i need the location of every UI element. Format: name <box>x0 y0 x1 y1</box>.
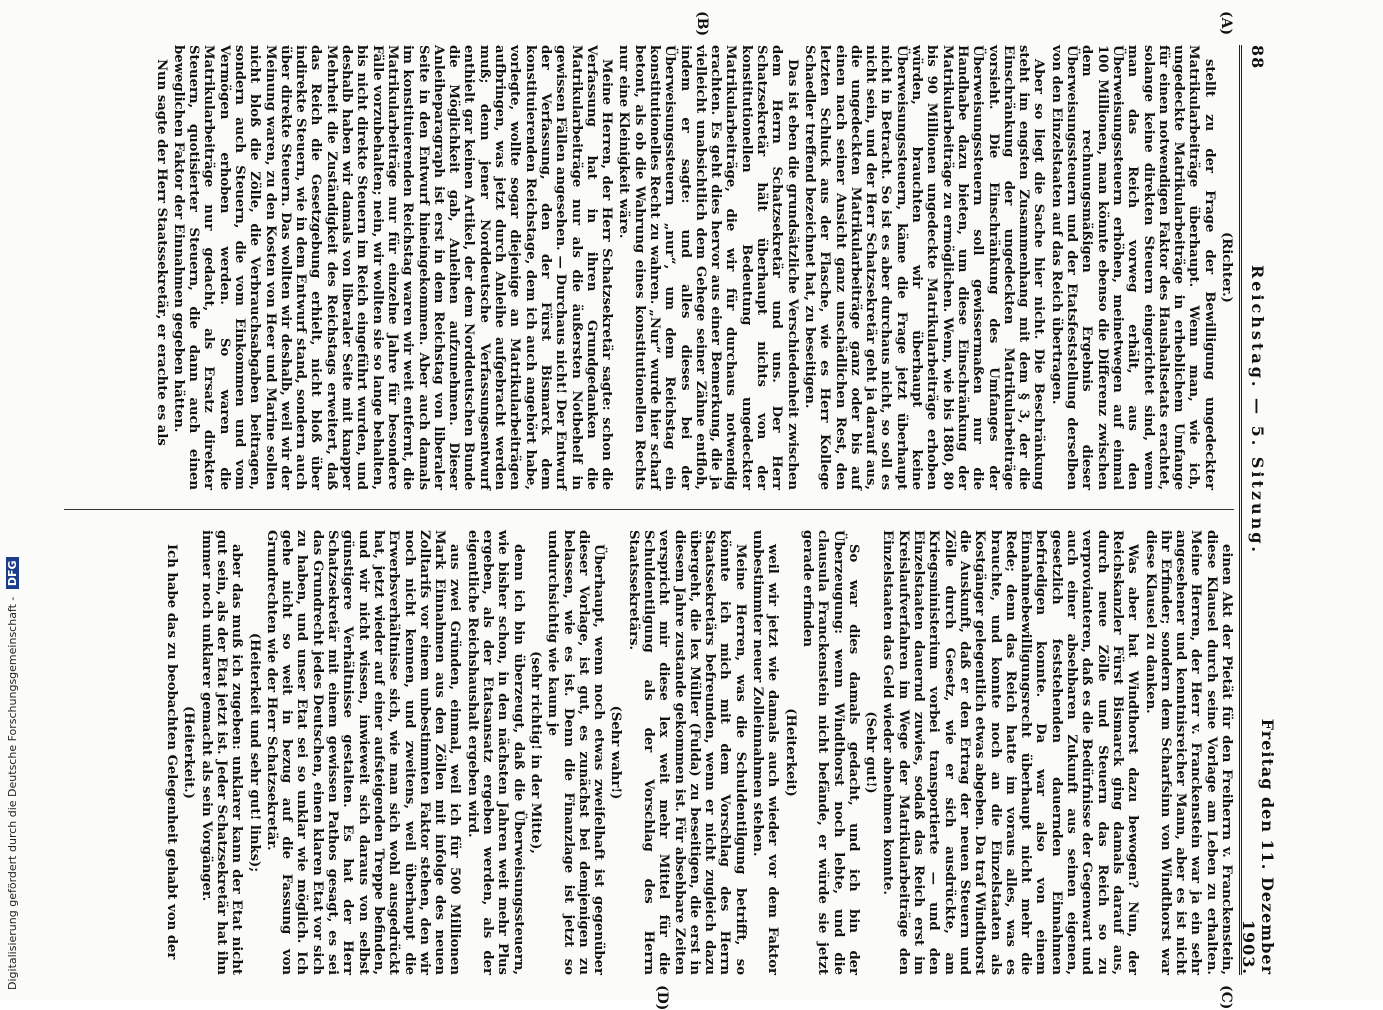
paragraph: (sehr richtig! in der Mitte), <box>527 651 543 854</box>
paragraph: denn ich bin überzeugt, daß die Überweisungssteuern, wie bisher schon, in den nächsten Jahren weit mehr Plus ergeben, als der Etatsansatz ergeben werden, als der eigentliche Reichshaushalt ergeben wird. <box>464 530 526 975</box>
column-divider <box>64 509 1234 510</box>
paragraph: Meine Herren, was die Schuldentilgung betrifft, so könnte ich mich mit dem Vorschlag des Herrn Staatssekretärs befreunden, wenn er nicht zugleich dazu übergeht, die lex Müller (Fulda) zu beseitigen, die erst in diesem Jahre zustande gekommen ist. Für absehbare Zeiten verspricht mir diese lex weit mehr Mittel für die Schuldentilgung als der Vorschlag des Herrn Staatssekretärs. <box>625 530 748 975</box>
page-header <box>1239 45 1277 975</box>
dfg-logo: DFG <box>6 557 19 589</box>
paragraph: einen Akt der Pietät für den Freiherrn v. Franckenstein, diese Klausel durch seine Vorlage am Leben zu erhalten. Meine Herren, der Herr v. Franckenstein war ja ein sehr angesehener und kenntnisreicher Mann, aber es ist nicht ihr Erfinder; sondern dem Scharfsinn von Windthorst war diese Klausel zu danken. <box>1142 530 1234 975</box>
paragraph: aber das muß ich zugeben: unklarer kann der Etat nicht gut sein, als der Etat jetzt ist. Jeder Schatzsekretär hat ihn immer noch unklarer gemacht als sein Vorgänger. <box>198 530 245 975</box>
paragraph: Aber so liegt die Sache hier nicht. Die Beschränkung steht im engsten Zusammenhang mit dem § 3, der die Einschränkung der ungedeckten Matrikularbeiträge vorsieht. Die Einschränkung des Umfanges der Überweisungssteuern soll gewissermaßen nur die Handhabe dazu bieten, um diese Einschränkung der Matrikularbeiträge zu ermöglichen. Wenn, wie bis 1880, 80 bis 90 Millionen ungedeckte Matrikularbeiträge erhoben würden, brauchten wir überhaupt keine Überweisungssteuern, käme die Frage jetzt überhaupt nicht in Betracht. So ist es aber durchaus nicht, so soll es nicht sein, und der Herr Schatzsekretär geht ja darauf aus, die ungedeckten Matrikularbeiträge ganz oder bis auf einen nach seiner Ansicht ganz unschädlichen Rest, den letzten Schluck aus der Flasche, wie es Herr Kollege Schaedler treffend bezeichnet hat, zu beseitigen. <box>801 45 1047 490</box>
paragraph: (Richter.) <box>1219 232 1234 303</box>
paragraph: Das ist eben die grundsätzliche Verschiedenheit zwischen dem Herrn Schatzsekretär und uns. Der Herr Schatzsekretär hält überhaupt nichts von der konstitutionellen Bedeutung ungedeckter Matrikularbeiträge, die wir für durchaus notwendig erachten. Es geht dies hervor aus einer Bemerkung, die ja vielleicht unabsichtlich dem Gehege seiner Zähne entfloh, indem er sagte: und alles dieses bei der Überweisungssteuern „nur“, um dem Reichstag ein konstitutionelles Recht zu wahren. „Nur“ wurde hier scharf betont, als ob die Wahrung eines konstitutionellen Rechts nur eine Kleinigkeit wäre. <box>616 45 800 490</box>
right-column <box>162 530 1234 975</box>
paragraph: (Sehr gut!) <box>863 711 879 794</box>
paragraph: Überhaupt, wenn noch etwas zweifelhaft ist gegenüber dieser Vorlage, ist gut, es zunächst bei demjenigen zu belassen, wie es ist. Denn die Finanzlage ist jetzt so undurchsichtig wie kaum je <box>545 530 607 975</box>
paragraph: weil wir jetzt wie damals auch wieder vor dem Faktor unbestimmter neuer Zolleinnahmen stehen. <box>750 530 781 975</box>
paragraph: Was aber hat Windthorst dazu bewogen? Nun, der Reichskanzler Fürst Bismarck ging damals darauf aus, durch neue Zölle und Steuern das Reich so zu verprovianteren, daß es die Bedürfnisse der Gegenwart und auch einer absehbaren Zukunft aus seinen eigenen, gesetzlich feststehenden dauernden Einnahmen befriedigen konnte. Da war also von einem Einnahmebewilligungsrecht überhaupt nicht mehr die Rede; denn das Reich hatte im voraus alles, was es brauchte, und konnte noch an die Einzelstaaten als Kostgänger gelegentlich etwas abgeben. Da traf Windthorst die Auskunft, daß er den Ertrag der neuen Steuern und Zölle durch Gesetz, wie er sich ausdrückte, am Kriegsministerium vorbei transportierte — und den Einzelstaaten dauernd zuwies, sodaß das Reich erst im Kreislaufverfahren im Wege der Matrikularbeiträge den Einzelstaaten das Geld wieder abnehmen konnte. <box>880 530 1141 975</box>
digitization-credit <box>6 557 19 990</box>
paragraph: aus zwei Gründen, einmal, weil ich für 500 Millionen Mark Einnahmen aus den Zöllen mit infolge des neuen Zolltarifs vor einem unbestimmten Faktor stehen, den wir noch nicht kennen, und zweitens, weil überhaupt die Erwerbsverhältnisse sich, wie man sich wohl ausgedrückt hat, jetzt wieder auf einer aufsteigenden Treppe befinden, und wir nicht wissen, inwieweit sich daraus von selbst günstigere Verhältnisse gestalten. Es hat der Herr Schatzsekretär mit einem gewissen Pathos gesagt, es sei das Grundrecht jedes Deutschen, einen klaren Etat vor sich zu haben, und unser Etat sei so unklar wie möglich. Ich gehe nicht so weit in bezug auf die Fassung von Grundrechten wie der Herr Schatzsekretär. <box>263 530 463 975</box>
header-rule <box>1239 45 1242 975</box>
page-title: Reichstag. — 5. Sitzung. <box>1248 265 1268 555</box>
paragraph: So war dies damals gedacht, und ich bin der Überzeugung: wenn Windthorst noch lebte, und die clausula Franckenstein nicht befände, er würde sie jetzt gerade erfinden <box>799 530 861 975</box>
paragraph: Nun sagte der Herr Staatssekretär, er erachte es als <box>153 59 169 446</box>
margin-marker-d: (D) <box>654 985 670 1010</box>
paragraph: (Heiterkeit und sehr gut! links); <box>246 632 262 873</box>
paragraph: Ich habe das zu beobachten Gelegenheit gehabt von der <box>164 544 180 960</box>
paragraph: Meine Herren, der Herr Schatzsekretär sagte: schon die Verfassung hat in ihren Grundgedanken die Matrikularbeiträge nur als die äußersten Notbehelf in gewissen Fällen angesehen. — Durchaus nicht! Der Entwurf der Verfassung, den der Fürst Bismarck dem konstituierenden Reichstage, dem ich auch angehört habe, vorlegte, wollte sogar diejenige an Matrikularbeiträgen aufbringen, was jetzt durch Anleihe aufgebracht werden muß; denn jener Norddeutsche Verfassungsentwurf enthielt gar keinen Artikel, der dem Norddeutschen Bunde die Möglichkeit gab, Anleihen aufzunehmen. Dieser Anleiheparagraph ist erst in dem Reichstag von liberaler Seite in den Entwurf hineingekommen. Aber auch damals im konstituierenden Reichstag waren wir weit entfernt, die Matrikularbeiträge nur für einzelne Jahre für besondere Fälle vorzubehalten; nein, wir wollten sie so lange behalten, bis nicht direkte Steuern im Reich eingeführt wurden, und deshalb haben wir damals von liberaler Seite mit knapper Mehrheit die Zuständigkeit des Reichstags erweitert, daß das Reich die Gesetzgebung erhielt, nicht bloß über indirekte Steuern, wie in dem Entwurf stand, sondern auch über direkte Steuern. Das wollten wir deshalb, weil wir der Meinung waren, zu den Kosten von Heer und Marine sollen nicht bloß die Zölle, die Verbrauchsabgaben beitragen, sondern auch Steuern, die vom Einkommen und vom Vermögen erhoben werden. So waren die Matrikularbeiträge nur gedacht, als Ersatz direkter Steuern, quotisierter Steuern, die dann auch einen beweglichen Faktor der Einnahmen gegeben hätten. <box>170 45 615 490</box>
session-date: Freitag den 11. Dezember 1903. <box>1239 718 1277 975</box>
paragraph: (Sehr wahr!) <box>608 705 624 800</box>
margin-marker-c: (C) <box>1218 985 1234 1010</box>
paragraph: (Heiterkeit.) <box>181 706 197 799</box>
margin-marker-b: (B) <box>694 11 710 37</box>
page-number: 88 <box>1248 45 1268 70</box>
rotated-page-content <box>55 11 1277 1010</box>
margin-marker-a: (A) <box>1218 11 1234 36</box>
left-column <box>151 45 1234 490</box>
paragraph: stellt zu der Frage der Bewilligung ungedeckter Matrikularbeiträge überhaupt. Wenn man, wie ich, ungedeckte Matrikularbeiträge in erheblichem Umfange für einen notwendigen Faktor des Haushaltsetats erachtet, solange keine direkten Steuern eingerichtet sind, wenn man das Reich vorweg erhält, aus den Überweisungssteuern erhöhen, meinetwegen auf einmal 100 Millionen, man könnte ebenso die Differenz zwischen dem rechnungsmäßigen Ergebnis dieser Überweisungssteuern und der Etatsfeststellung derselben von den Einzelstaaten auf das Reich übertragen. <box>1048 45 1217 490</box>
paragraph: (Heiterkeit) <box>782 708 798 797</box>
credit-text: Digitalisierung gefördert durch die Deutsche Forschungsgemeinschaft - <box>6 596 19 990</box>
